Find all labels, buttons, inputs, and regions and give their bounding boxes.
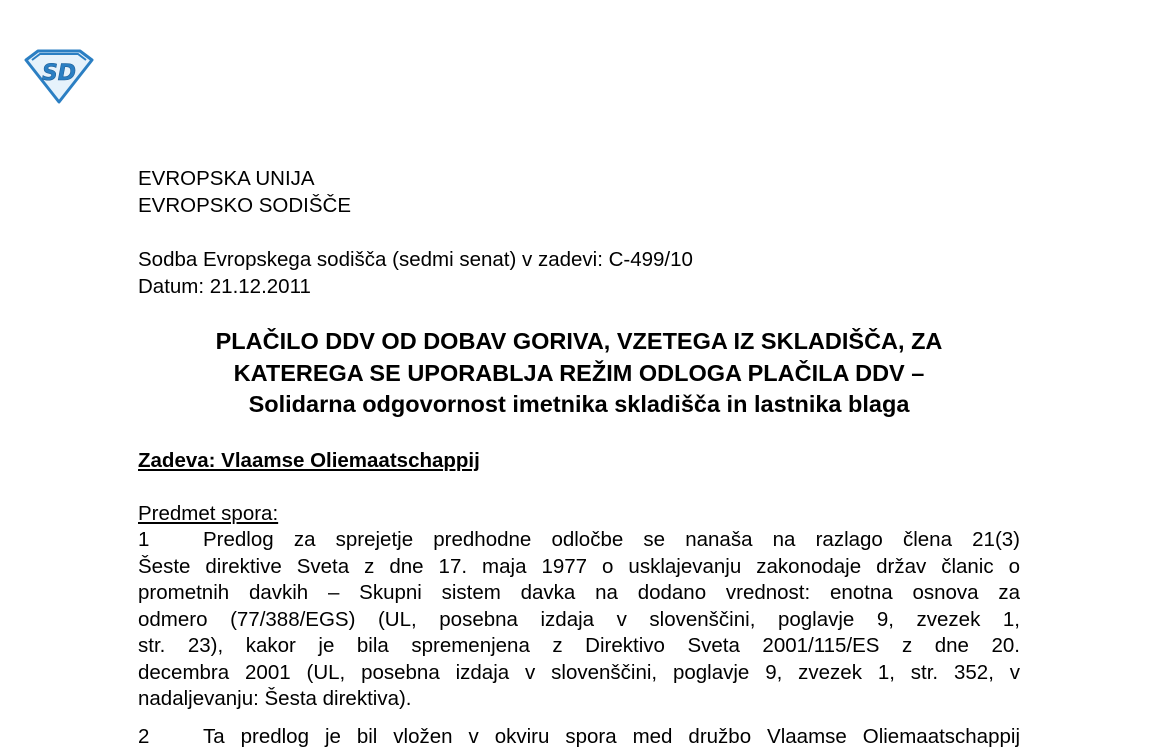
paragraph-line: str. 23), kakor je bila spremenjena z Direktivo Sveta 2001/115/ES z dne 20. — [138, 634, 1020, 657]
case-info — [138, 246, 1020, 300]
section-heading: Predmet spora: — [138, 502, 279, 525]
paragraph-line: decembra 2001 (UL, posebna izdaja v slovenščini, poglavje 9, zvezek 1, str. 352, v — [138, 660, 1020, 684]
paragraph-number: 2 — [138, 725, 150, 748]
sd-shield-logo-icon — [22, 46, 96, 104]
paragraph-line: Šeste direktive Sveta z dne 17. maja 1977 o usklajevanju zakonodaje držav članic o — [138, 554, 1020, 578]
paragraph-line: 1 Predlog za sprejetje predhodne odločbe se nanaša na razlago člena 21(3) — [138, 527, 1020, 554]
logo-text: SD — [41, 61, 77, 86]
document-title — [138, 326, 1020, 421]
paragraph-2 — [138, 724, 1020, 751]
title-line-3: Solidarna odgovornost imetnika skladišča in lastnika blaga — [248, 391, 910, 417]
paragraph-line: odmero (77/388/EGS) (UL, posebna izdaja v slovenščini, poglavje 9, zvezek 1, — [138, 607, 1020, 631]
paragraph-line: prometnih davkih – Skupni sistem davka na dodano vrednost: enotna osnova za — [138, 581, 1020, 604]
paragraph-line: 2 Ta predlog je bil vložen v okviru spora med družbo Vlaamse Oliemaatschappij — [138, 724, 1020, 751]
title-line-1: PLAČILO DDV OD DOBAV GORIVA, VZETEGA IZ SKLADIŠČA, ZA — [215, 328, 943, 354]
paragraph-1 — [138, 527, 1020, 713]
case-reference: Sodba Evropskega sodišča (sedmi senat) v zadevi: C-499/10 — [138, 248, 693, 271]
header-line-court: EVROPSKO SODIŠČE — [138, 194, 352, 217]
header-line-union: EVROPSKA UNIJA — [138, 167, 315, 190]
paragraph-line: nadaljevanju: Šesta direktiva). — [138, 687, 412, 710]
title-line-2: KATEREGA SE UPORABLJA REŽIM ODLOGA PLAČILA DDV – — [233, 359, 925, 386]
court-header — [138, 165, 1020, 219]
case-date: Datum: 21.12.2011 — [138, 275, 311, 298]
paragraph-number: 1 — [138, 528, 150, 551]
case-subject: Zadeva: Vlaamse Oliemaatschappij — [138, 449, 480, 472]
